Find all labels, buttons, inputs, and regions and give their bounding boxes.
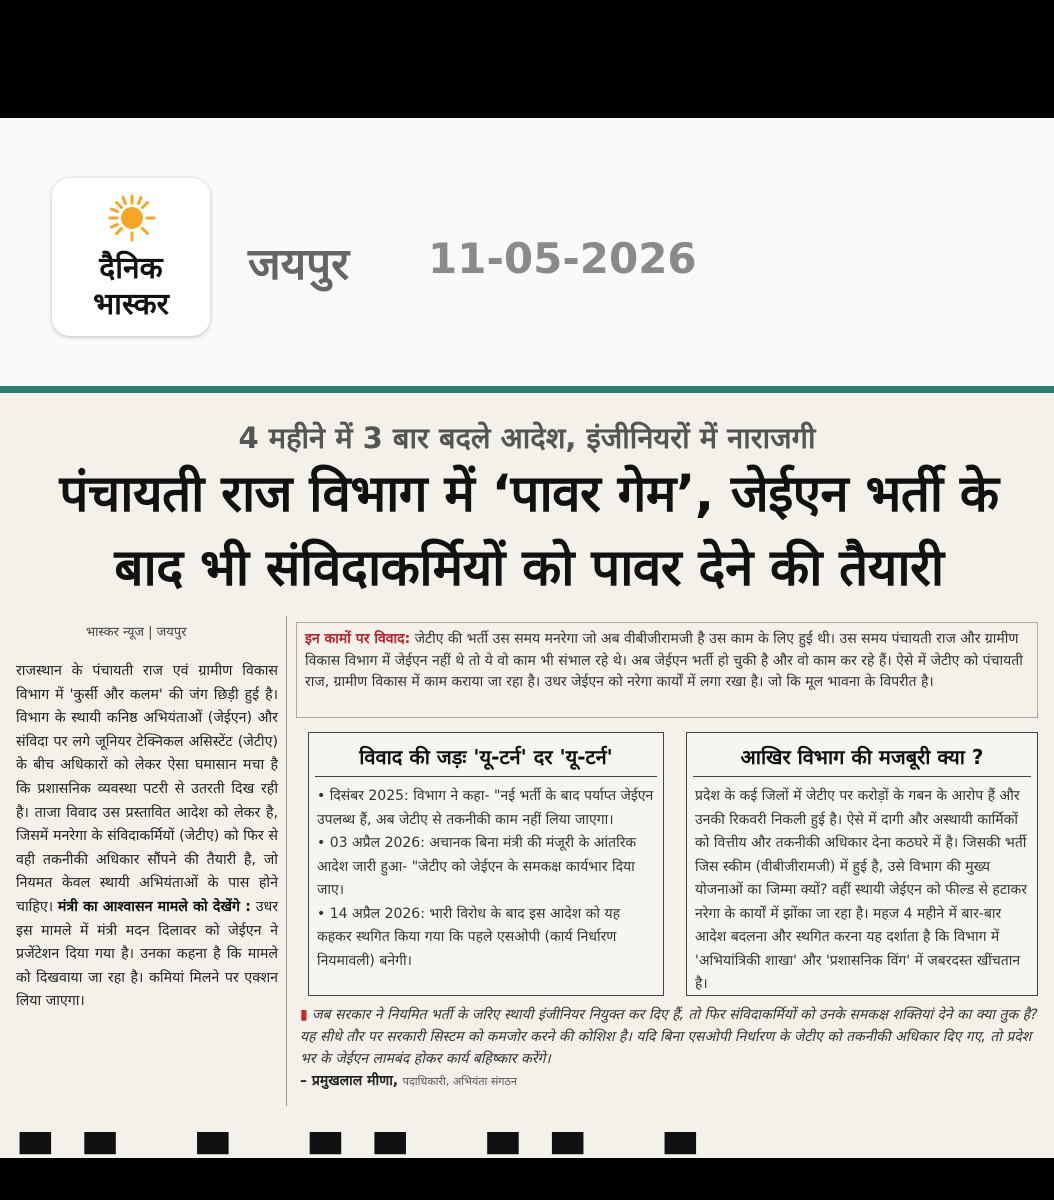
article-headline-line1: पंचायती राज विभाग में ‘पावर गेम’, जेईएन भर्ती के xyxy=(59,465,999,524)
sun-icon xyxy=(108,194,156,242)
dainik-bhaskar-logo[interactable] xyxy=(52,178,210,336)
quote-text: जब सरकार ने नियमित भर्ती के जरिए स्थायी इंजीनियर नियुक्त कर दिए हैं, तो फिर संविदाकर्मियों को उनके समकक्ष शक्तियां देने का क्या तुक है? यह सीधे तौर पर सरकारी सिस्टम को कमजोर करने की कोशिश है। यदि बिना एसओपी निर्धारण के जेटीए को तकनीकी अधिकार दिए गए, तो प्रदेश भर के जेईएन लामबंद होकर कार्य बहिष्कार करेंगे। xyxy=(300,1007,1038,1067)
article-body-paragraph-2: उधर इस मामले में मंत्री मदन दिलावर को जेईएन ने प्रजेंटेशन दिया गया है। उनका कहना है कि मामले को दिखवाया जा रहा है। कमियां मिलने पर एक्शन लिया जाएगा। xyxy=(16,898,278,1010)
article-subheading: मंत्री का आश्वासन मामले को देखेंगे : xyxy=(57,898,251,915)
controversy-box xyxy=(296,622,1038,718)
cropped-next-headline: ▀▀ ▀ ▀▀ ▀▀ ▀ xyxy=(20,1132,730,1158)
column-divider xyxy=(286,616,287,1106)
compulsion-box-title: आखिर विभाग की मजबूरी क्या ? xyxy=(693,733,1031,777)
edition-date: 11-05-2026 xyxy=(428,234,697,283)
timeline-item: • दिसंबर 2025: विभाग ने कहा- "नई भर्ती के बाद पर्याप्त जेईएन उपलब्ध हैं, अब जेटीए से तकनीकी काम नहीं लिया जाएगा। xyxy=(317,788,654,828)
u-turn-box-title: विवाद की जड़ः 'यू-टर्न' दर 'यू-टर्न' xyxy=(315,733,657,777)
u-turn-timeline-box xyxy=(308,732,664,996)
timeline-item: • 14 अप्रैल 2026: भारी विरोध के बाद इस आदेश को यह कहकर स्थगित किया गया कि पहले एसओपी (कार्य निर्धारण नियमावली) बनेगी। xyxy=(317,905,621,969)
controversy-text: जेटीए की भर्ती उस समय मनरेगा जो अब वीबीजीरामजी है उस काम के लिए हुई थी। उस समय पंचायती राज और ग्रामीण विकास विभाग में जेईएन नहीं थे तो ये वो काम भी संभाल रहे थे। अब जेईएन भर्ती हो चुकी है और वो काम कर रहे हैं। ऐसे में जेटीए को पंचायती राज, ग्रामीण विकास में काम कराया जा रहा है। उधर जेईएन को नरेगा कार्यों में लगा रखा है। जो कि मूल भावना के विपरीत है। xyxy=(305,631,1023,690)
timeline-item: • 03 अप्रैल 2026: अचानक बिना मंत्री की मंजूरी के आंतरिक आदेश जारी हुआ- "जेटीए को जेईएन के समकक्ष कार्यभार दिया जाए। xyxy=(317,835,637,898)
edition-city: जयपुर xyxy=(248,239,350,290)
compulsion-box-text: प्रदेश के कई जिलों में जेटीए पर करोड़ों के गबन के आरोप हैं और उनकी रिकवरी निकली हुई है। ऐसे में दागी और अस्थायी कार्मिकों को वित्तीय और तकनीकी अधिकार देना कठघरे में है। जिसकी भर्ती जिस स्कीम (वीबीजीरामजी) में हुई है, उसे विभाग की मुख्य योजनाओं का जिम्मा क्यों? वहीं स्थायी जेईएन को फील्ड से हटाकर नरेगा के कार्यों में झोंका जा रहा है। महज 4 महीने में बार-बार आदेश बदलना और स्थगित करना यह दर्शाता है कि विभाग में 'अभियांत्रिकी शाखा' और 'प्रशासनिक विंग' में जबरदस्त खींचतान है। xyxy=(695,788,1028,992)
top-black-bar xyxy=(0,0,1054,118)
quote-author-role: पदाधिकारी, अभियंता संगठन xyxy=(402,1075,517,1088)
article-body-paragraph: राजस्थान के पंचायती राज एवं ग्रामीण विकास विभाग में 'कुर्सी और कलम' की जंग छिड़ी हुई है। विभाग के स्थायी कनिष्ठ अभियंताओं (जेईएन) और संविदा पर लगे जूनियर टेक्निकल असिस्टेंट (जेटीए) के बीच अधिकारों को लेकर ऐसा घमासान मचा है कि प्रशासनिक व्यवस्था पटरी से उतरती दिख रही है। ताजा विवाद उस प्रस्तावित आदेश को लेकर है, जिसमें मनरेगा के संविदाकर्मियों (जेटीए) को फिर से वही तकनीकी अधिकार सौंपने की तैयारी है, जो नियमत केवल स्थायी अभियंताओं के पास होने चाहिए। xyxy=(16,663,278,915)
article-headline-line2: बाद भी संविदाकर्मियों को पावर देने की तैयारी xyxy=(114,539,944,598)
department-compulsion-box xyxy=(686,732,1038,996)
bottom-black-bar xyxy=(0,1158,1054,1200)
article-kicker: 4 महीने में 3 बार बदले आदेश, इंजीनियरों में नाराजगी xyxy=(238,421,816,455)
engineer-quote xyxy=(300,1004,1040,1093)
quote-mark-icon: ▮ xyxy=(300,1007,308,1023)
logo-text-line2: भास्कर xyxy=(93,287,169,322)
article-left-column xyxy=(16,660,278,1014)
controversy-tag: इन कामों पर विवाद: xyxy=(305,631,411,647)
header-divider xyxy=(0,386,1054,393)
logo-text-line1: दैनिक xyxy=(99,251,163,286)
quote-author: – प्रमुखलाल मीणा, xyxy=(300,1073,399,1089)
article-byline: भास्कर न्यूज | जयपुर xyxy=(86,625,187,640)
